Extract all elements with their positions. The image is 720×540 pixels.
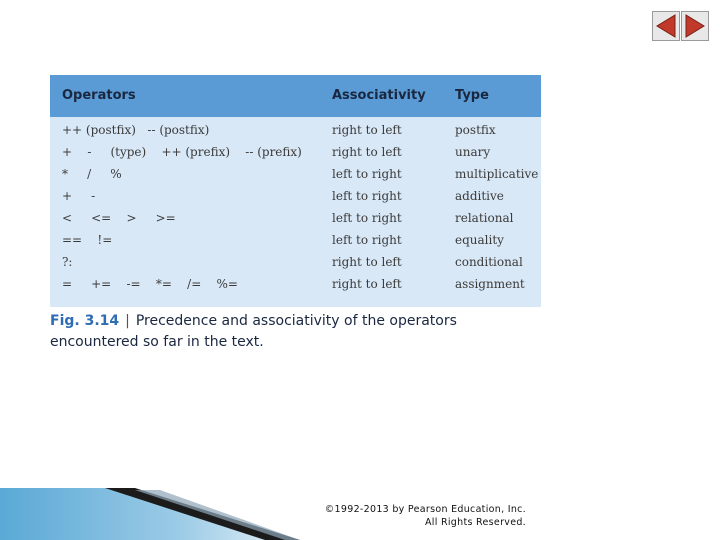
header-operators: Operators [62,88,136,103]
table-row [50,185,541,207]
table-row [50,141,541,163]
figure-caption [50,311,490,353]
associativity-cell: right to left [332,255,402,269]
associativity-cell: right to left [332,123,402,137]
previous-slide-button[interactable] [652,11,680,41]
table-row [50,163,541,185]
type-cell: relational [455,211,514,225]
prev-arrow-icon [653,12,679,40]
type-cell: assignment [455,277,525,291]
table-row [50,119,541,141]
operators-cell: ?: [62,255,73,269]
type-cell: unary [455,145,491,159]
next-arrow-icon [682,12,708,40]
associativity-cell: left to right [332,211,402,225]
type-cell: additive [455,189,504,203]
header-associativity: Associativity [332,88,426,103]
type-cell: conditional [455,255,523,269]
operators-cell: < <= > >= [62,211,176,225]
associativity-cell: left to right [332,189,402,203]
operator-precedence-table [50,75,541,307]
table-row [50,207,541,229]
caption-separator: | [125,313,130,329]
associativity-cell: left to right [332,233,402,247]
operators-cell: + - [62,189,96,203]
table-row [50,251,541,273]
operators-cell: * / % [62,167,122,181]
type-cell: postfix [455,123,496,137]
type-cell: equality [455,233,504,247]
table-header [50,75,541,117]
operators-cell: == != [62,233,113,247]
associativity-cell: left to right [332,167,402,181]
caption-text: Precedence and associativity of the operators encountered so far in the text. [50,313,457,350]
table-row [50,273,541,295]
next-slide-button[interactable] [681,11,709,41]
associativity-cell: right to left [332,277,402,291]
header-type: Type [455,88,489,103]
copyright-line-2: All Rights Reserved. [424,517,526,528]
type-cell: multiplicative [455,167,539,181]
operators-cell: ++ (postfix) -- (postfix) [62,123,210,137]
table-row [50,229,541,251]
copyright-notice [300,503,526,529]
copyright-line-1: ©1992-2013 by Pearson Education, Inc. [324,504,526,515]
figure-number: Fig. 3.14 [50,313,120,329]
operators-cell: = += -= *= /= %= [62,277,238,291]
associativity-cell: right to left [332,145,402,159]
operators-cell: + - (type) ++ (prefix) -- (prefix) [62,145,302,159]
